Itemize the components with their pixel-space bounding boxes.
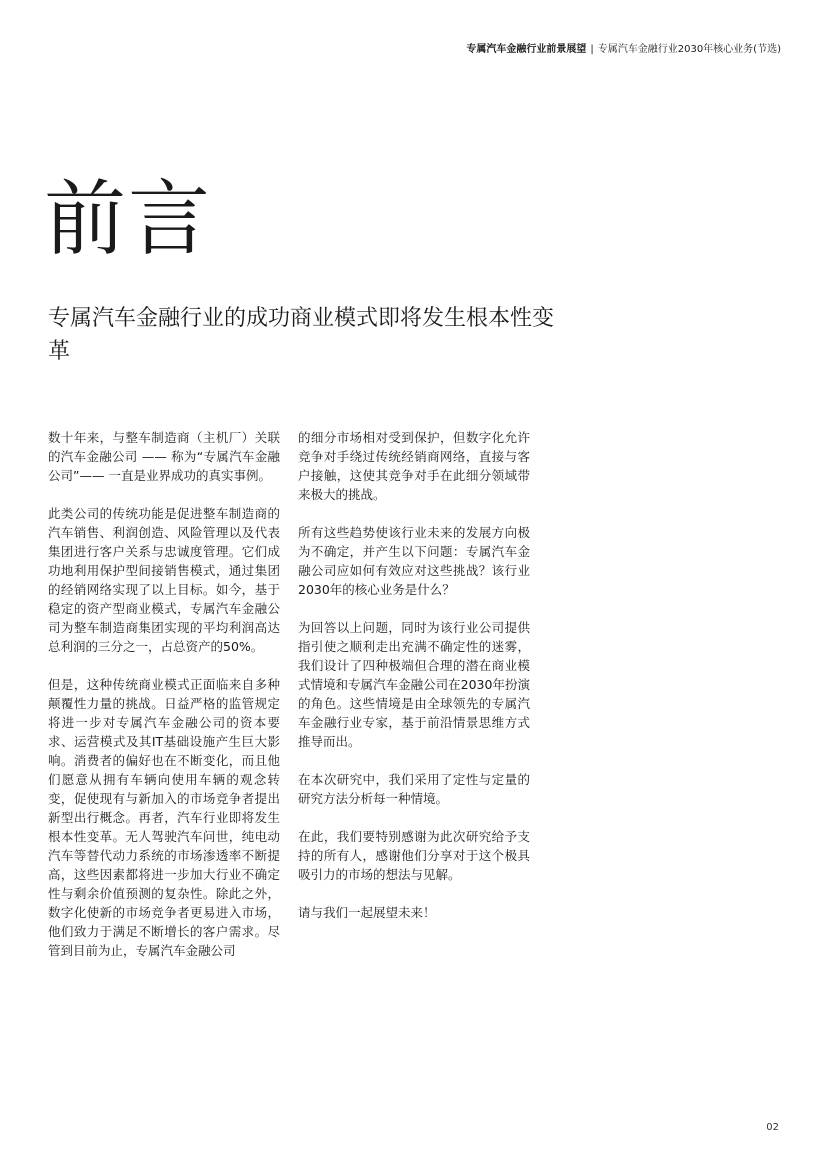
page-title: 前言: [44, 172, 213, 267]
paragraph: 在本次研究中，我们采用了定性与定量的研究方法分析每一种情境。: [298, 772, 530, 806]
paragraph: 数十年来，与整车制造商（主机厂）关联的汽车金融公司 —— 称为“专属汽车金融公司”—— 一直是业界成功的真实事例。: [48, 430, 280, 483]
left-text-column: [48, 428, 280, 979]
right-text-column: [298, 428, 530, 941]
paragraph: 为回答以上问题，同时为该行业公司提供指引使之顺利走出充满不确定性的迷雾，我们设计了四种极端但合理的潜在商业模式情境和专属汽车金融公司在2030年扮演的角色。这些情境是由全球领先的专属汽车金融行业专家，基于前沿情景思维方式推导而出。: [298, 620, 530, 749]
running-header: [466, 42, 781, 58]
paragraph: 的细分市场相对受到保护，但数字化允许竞争对手绕过传统经销商网络，直接与客户接触，这使其竞争对手在此细分领域带来极大的挑战。: [298, 430, 530, 502]
paragraph: 所有这些趋势使该行业未来的发展方向极为不确定，并产生以下问题：专属汽车金融公司应如何有效应对这些挑战？该行业2030年的核心业务是什么？: [298, 525, 530, 597]
paragraph: 在此，我们要特别感谢为此次研究给予支持的所有人，感谢他们分享对于这个极具吸引力的市场的想法与见解。: [298, 829, 530, 882]
header-report-title: 专属汽车金融行业前景展望: [466, 44, 587, 55]
header-section-title: 专属汽车金融行业2030年核心业务(节选): [597, 44, 781, 55]
page-number: 02: [766, 1122, 779, 1133]
paragraph: 但是，这种传统商业模式正面临来自多种颠覆性力量的挑战。日益严格的监管规定将进一步对专属汽车金融公司的资本要求、运营模式及其IT基础设施产生巨大影响。消费者的偏好也在不断变化，而且他们愿意从拥有车辆向使用车辆的观念转变，促使现有与新加入的市场竞争者提出新型出行概念。再者，汽车行业即将发生根本性变革。无人驾驶汽车问世，纯电动汽车等替代动力系统的市场渗透率不断提高，这些因素都将进一步加大行业不确定性与剩余价值预测的复杂性。除此之外，数字化使新的市场竞争者更易进入市场，他们致力于满足不断增长的客户需求。尽管到目前为止，专属汽车金融公司: [48, 677, 280, 958]
page-subtitle: 专属汽车金融行业的成功商业模式即将发生根本性变革: [48, 306, 555, 364]
paragraph: 此类公司的传统功能是促进整车制造商的汽车销售、利润创造、风险管理以及代表集团进行客户关系与忠诚度管理。它们成功地利用保护型间接销售模式，通过集团的经销网络实现了以上目标。如今，基于稳定的资产型商业模式，专属汽车金融公司为整车制造商集团实现的平均利润高达总利润的三分之一，占总资产的50%。: [48, 506, 280, 654]
header-separator: |: [590, 44, 594, 55]
paragraph: 请与我们一起展望未来！: [298, 905, 436, 920]
